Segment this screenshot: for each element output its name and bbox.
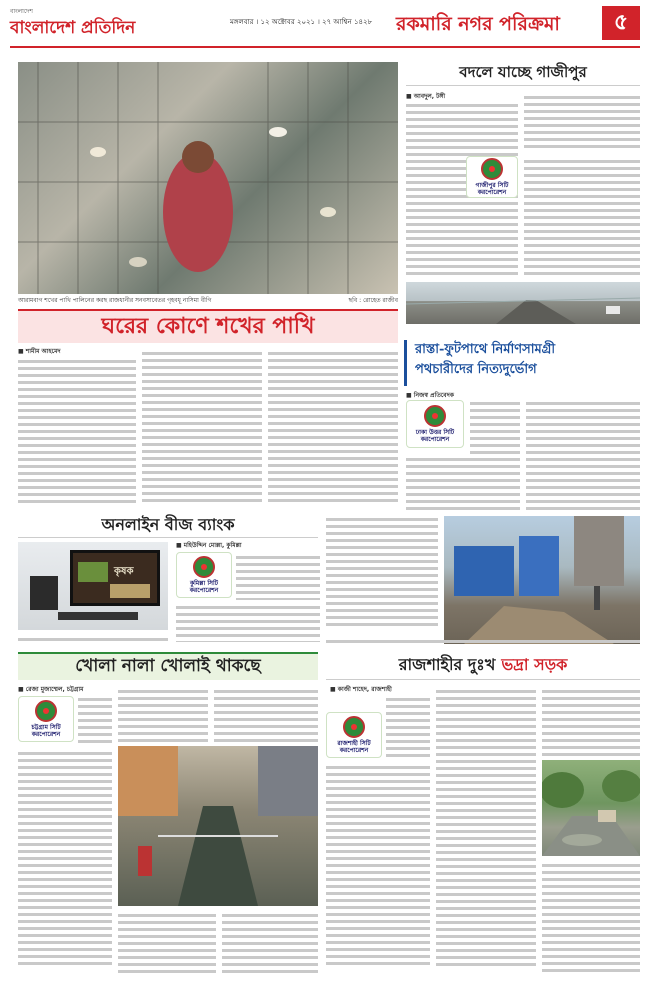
seedbank-body-col1b [176, 602, 320, 642]
rajshahi-body-col1 [326, 762, 430, 974]
drains-body-col1 [18, 748, 112, 974]
rajshahi-body-col1a [386, 694, 430, 760]
masthead [0, 0, 650, 58]
city-corporation-seal-icon [343, 716, 365, 738]
rajshahi-headline-box [326, 652, 640, 680]
city-corporation-seal-icon [193, 556, 215, 578]
footpath-badge-label: ঢাকা উত্তর সিটি করপোরেশন [415, 429, 455, 443]
birds-photo-art [18, 62, 398, 294]
drains-body-col4 [118, 910, 216, 974]
birds-body-col3 [268, 348, 398, 506]
logo-main-text: বাংলাদেশ প্রতিদিন [10, 18, 136, 38]
gazipur-headline-box [406, 62, 640, 86]
page-number: ৫ [613, 9, 629, 35]
footpath-byline: ■ নিজস্ব প্রতিবেদক [406, 392, 454, 399]
city-corporation-seal-icon [35, 700, 57, 722]
rajshahi-road-photo[interactable] [542, 760, 640, 856]
gazipur-headline[interactable]: বদলে যাচ্ছে গাজীপুর [459, 63, 587, 81]
birds-caption [18, 297, 398, 304]
drains-headline-box [18, 652, 318, 680]
rajshahi-byline: ■ কাজী শাহেদ, রাজশাহী [330, 686, 392, 693]
birds-body-col2 [142, 348, 262, 506]
newspaper-logo[interactable] [10, 6, 180, 42]
gazipur-city-badge [466, 156, 518, 198]
footpath-headline-box [404, 340, 640, 386]
seedbank-body-lower [18, 634, 168, 646]
drains-body-col1a [78, 694, 112, 746]
birds-photo-credit: ছবি : রোহেত রাজীব [348, 297, 398, 304]
gazipur-byline: ■ আবদুল, টঙ্গী [406, 93, 446, 100]
drains-city-badge [18, 696, 74, 742]
page-number-box [602, 6, 640, 40]
seedbank-badge-label: কুমিল্লা সিটি করপোরেশন [189, 580, 219, 594]
birds-body-col1 [18, 356, 136, 506]
drains-canal-photo[interactable] [118, 746, 318, 906]
rajshahi-badge-label: রাজশাহী সিটি করপোরেশন [337, 740, 371, 754]
gazipur-road-art [406, 282, 640, 324]
seedbank-screen-text: কৃষক [114, 566, 134, 577]
rajshahi-body-col2 [436, 686, 536, 974]
seedbank-headline[interactable]: অনলাইন বীজ ব্যাংক [101, 515, 235, 534]
drains-body-col2 [118, 686, 208, 742]
footpath-headline-line2[interactable]: পথচারীদের নিত্যদুর্ভোগ [415, 362, 537, 377]
section-title: রকমারি নগর পরিক্রমা [396, 13, 560, 35]
drains-headline[interactable]: খোলা নালা খোলাই থাকছে [75, 656, 261, 676]
drains-photo-art [118, 746, 318, 906]
seedbank-headline-box [18, 514, 318, 538]
drains-byline: ■ রেজা মুজাম্মেল, চট্টগ্রাম [18, 686, 84, 693]
birds-byline: ■ শামীম আহমেদ [18, 348, 61, 355]
footpath-body-col1b [406, 454, 520, 510]
footpath-body-lower-col2 [326, 636, 640, 648]
dateline: মঙ্গলবার । ১২ অক্টোবর ২০২১ । ২৭ আশ্বিন ১৪২৮ [230, 18, 373, 26]
rajshahi-photo-art [542, 760, 640, 856]
birds-headline-box [18, 309, 398, 343]
seedbank-photo-art [18, 542, 168, 630]
gazipur-badge-label: গাজীপুর সিটি করপোরেশন [475, 182, 509, 196]
footpath-city-badge [406, 400, 464, 448]
footpath-body-col2 [526, 398, 640, 510]
footpath-body-col1 [470, 398, 520, 454]
drains-badge-label: চট্টগ্রাম সিটি করপোরেশন [31, 724, 61, 738]
birds-caption-text: আরামবাগ শখের পাখি পালিনের করছ রাজধানীর সনবসাবেতর গৃহবধূ নাসিমা বীগি [18, 297, 212, 304]
footpath-photo-art [444, 516, 640, 644]
seedbank-computer-photo[interactable] [18, 542, 168, 630]
seedbank-byline: ■ মহিউদ্দিন মোল্লা, কুমিল্লা [176, 542, 242, 549]
masthead-rule [10, 46, 640, 48]
rajshahi-city-badge [326, 712, 382, 758]
drains-body-col5 [222, 910, 318, 974]
gazipur-body-col2 [524, 92, 640, 152]
section-banner [390, 6, 640, 40]
rajshahi-headline-part2[interactable]: ভদ্রা সড়ক [501, 655, 568, 674]
gazipur-body-col3 [524, 156, 640, 278]
rajshahi-body-col4 [542, 860, 640, 974]
footpath-construction-photo[interactable] [444, 516, 640, 644]
city-corporation-seal-icon [481, 158, 503, 180]
seedbank-city-badge [176, 552, 232, 598]
rajshahi-headline-part1[interactable]: রাজশাহীর দুঃখ [398, 655, 496, 674]
logo-small-text: বাংলাদেশ [10, 8, 33, 15]
city-corporation-seal-icon [424, 405, 446, 427]
seedbank-body-col1 [236, 552, 320, 600]
drains-body-col3 [214, 686, 318, 742]
gazipur-road-photo[interactable] [406, 282, 640, 324]
birds-photo[interactable] [18, 62, 398, 294]
birds-headline[interactable]: ঘরের কোণে শখের পাখি [101, 312, 315, 339]
rajshahi-body-col3 [542, 686, 640, 756]
footpath-headline-line1[interactable]: রাস্তা-ফুটপাথে নির্মাণসামগ্রী [415, 342, 556, 357]
footpath-body-lower-col [326, 514, 438, 630]
